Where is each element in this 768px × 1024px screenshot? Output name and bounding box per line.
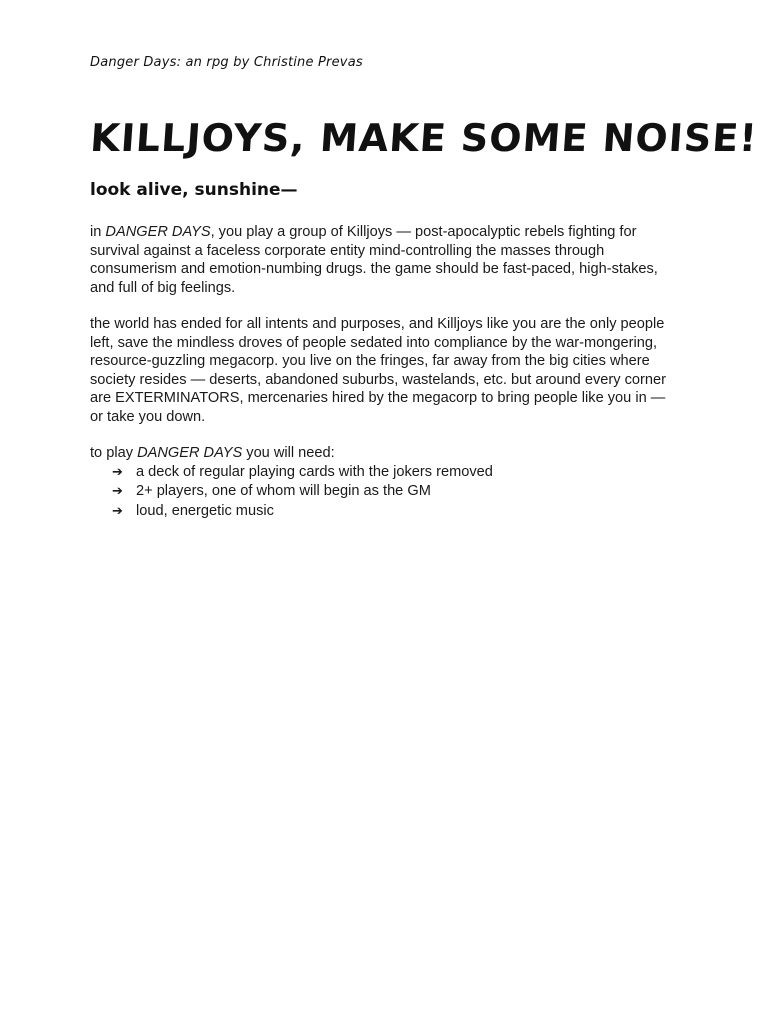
requirements-prefix: to play — [90, 445, 138, 461]
requirements-section — [90, 444, 680, 521]
page-title: KILLJOYS, MAKE SOME NOISE! — [88, 116, 760, 160]
intro-paragraph — [90, 223, 680, 297]
intro-prefix: in — [90, 224, 106, 240]
list-item — [112, 502, 680, 522]
list-item — [112, 463, 680, 483]
list-item-text: a deck of regular playing cards with the jokers removed — [136, 463, 493, 480]
list-item-text: loud, energetic music — [136, 502, 274, 519]
requirements-list — [112, 463, 680, 522]
requirements-game-name: DANGER DAYS — [137, 445, 243, 461]
world-paragraph: the world has ended for all intents and purposes, and Killjoys like you are the only people left, save the mindless droves of people sedated into compliance by the war-mongering, resource-guzzling megacorp. you live on the fringes, far away from the big cities where society resides — deserts, abandoned suburbs, wastelands, etc. but around every corner are EXTERMINATORS, mercenaries hired by the megacorp to bring people like you in — or take you down. — [90, 316, 666, 425]
list-item — [112, 482, 680, 502]
arrow-right-icon: ➔ — [112, 503, 123, 519]
intro-body: , you play a group of Killjoys — post-apocalyptic rebels fighting for survival against a faceless corporate entity mind-controlling the masses through consumerism and emotion-numbing drugs. the game should be fast-paced, high-stakes, and full of big feelings. — [90, 224, 658, 296]
arrow-right-icon: ➔ — [112, 464, 123, 480]
requirements-suffix: you will need: — [242, 445, 335, 461]
arrow-right-icon: ➔ — [112, 484, 123, 499]
game-name-emphasis: DANGER DAYS — [105, 224, 211, 240]
requirements-intro — [90, 444, 680, 463]
list-item-text: 2+ players, one of whom will begin as the GM — [136, 483, 431, 499]
document-header: Danger Days: an rpg by Christine Prevas — [90, 55, 363, 70]
section-subtitle: look alive, sunshine— — [90, 180, 298, 200]
